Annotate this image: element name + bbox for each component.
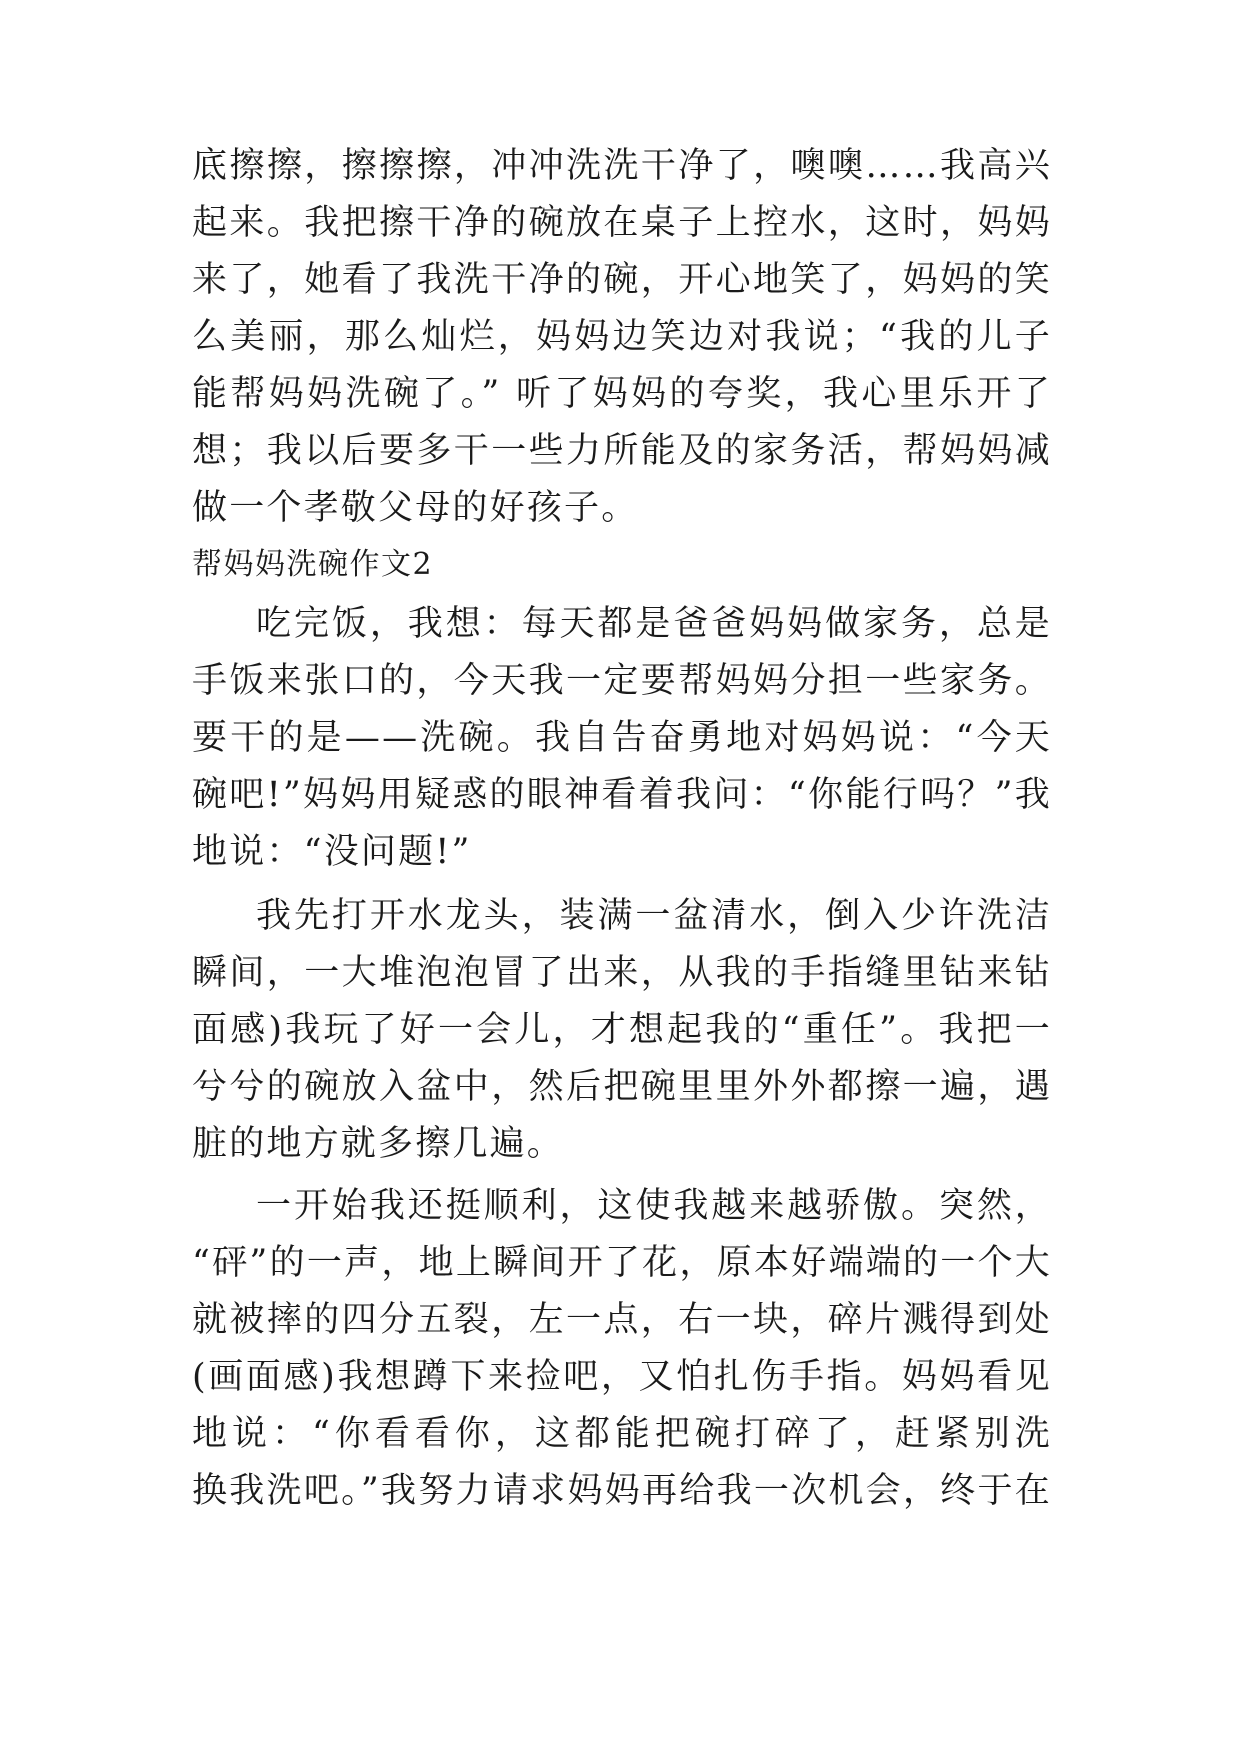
text-line: 起来。我把擦干净的碗放在桌子上控水，这时，妈妈 (192, 203, 1052, 243)
paragraph-3 (192, 1178, 1052, 1520)
text-line: 我先打开水龙头，装满一盆清水，倒入少许洗洁 (256, 896, 1052, 936)
text-line: “砰”的一声，地上瞬间开了花，原本好端端的一个大 (192, 1243, 1052, 1283)
text-line: 做一个孝敬父母的好孩子。 (192, 488, 639, 528)
essay-title-text: 帮妈妈洗碗作文2 (192, 547, 434, 582)
text-line: 来了，她看了我洗干净的碗，开心地笑了，妈妈的笑 (192, 260, 1052, 300)
text-line: 一开始我还挺顺利，这使我越来越骄傲。突然， (256, 1186, 1052, 1226)
text-line: 么美丽，那么灿烂，妈妈边笑边对我说；“我的儿子 (192, 317, 1052, 357)
text-line: 底擦擦，擦擦擦，冲冲洗洗干净了，噢噢……我高兴 (192, 146, 1052, 186)
text-line: 瞬间，一大堆泡泡冒了出来，从我的手指缝里钻来钻 (192, 953, 1052, 993)
text-line: 面感)我玩了好一会儿，才想起我的“重任”。我把一 (192, 1010, 1052, 1050)
text-line: 换我洗吧。”我努力请求妈妈再给我一次机会，终于在 (192, 1471, 1052, 1511)
text-line: 碗吧!”妈妈用疑惑的眼神看着我问：“你能行吗？”我 (192, 775, 1052, 815)
text-line: 脏的地方就多擦几遍。 (192, 1124, 565, 1164)
text-line: 地说：“你看看你，这都能把碗打碎了，赶紧别洗 (192, 1414, 1052, 1454)
text-line: 地说：“没问题!” (192, 832, 472, 872)
text-line: (画面感)我想蹲下来捡吧，又怕扎伤手指。妈妈看见 (192, 1357, 1052, 1397)
text-line: 要干的是——洗碗。我自告奋勇地对妈妈说：“今天 (192, 718, 1052, 758)
text-line: 能帮妈妈洗碗了。” 听了妈妈的夸奖，我心里乐开了 (192, 374, 1052, 414)
text-line: 手饭来张口的，今天我一定要帮妈妈分担一些家务。 (192, 661, 1052, 701)
text-line: 想；我以后要多干一些力所能及的家务活，帮妈妈减 (192, 431, 1052, 471)
paragraph-2 (192, 888, 1052, 1173)
continuation-paragraph (192, 138, 1052, 537)
essay-title (192, 536, 1052, 593)
text-line: 兮兮的碗放入盆中，然后把碗里里外外都擦一遍，遇 (192, 1067, 1052, 1107)
text-line: 就被摔的四分五裂，左一点，右一块，碎片溅得到处 (192, 1300, 1052, 1340)
paragraph-1 (192, 596, 1052, 881)
text-line: 吃完饭，我想：每天都是爸爸妈妈做家务，总是 (256, 604, 1052, 644)
